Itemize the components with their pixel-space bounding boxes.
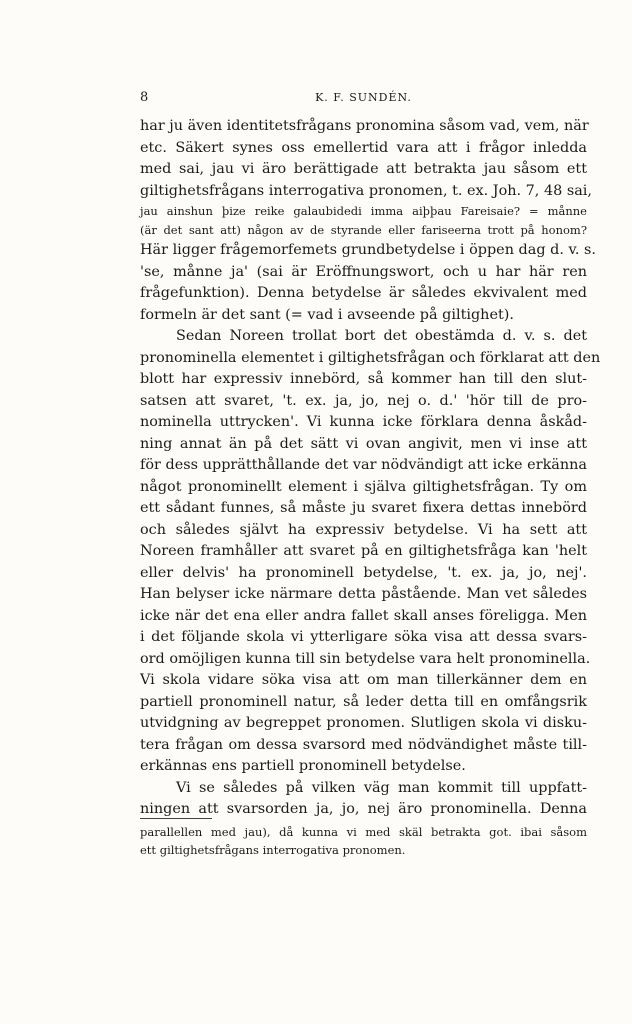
body-line: i det följande skola vi ytterligare söka visa att dessa svars- bbox=[140, 629, 587, 645]
body-line: blott har expressiv innebörd, så kommer han till den slut- bbox=[140, 371, 587, 387]
body-line: ning annat än på det sätt vi ovan angivit, men vi inse att bbox=[140, 435, 587, 452]
body-line: för dess upprätthållande det var nödvändigt att icke erkänna bbox=[140, 457, 587, 473]
body-line: Vi se således på vilken väg man kommit till uppfatt- bbox=[176, 779, 587, 796]
body-line: Här ligger frågemorfemets grundbetydelse i öppen dag d. v. s. bbox=[140, 242, 597, 258]
body-line: formeln är det sant (= vad i avseende på giltighet). bbox=[140, 306, 514, 323]
body-line: partiell pronominell natur, så leder detta till en omfångsrik bbox=[140, 693, 587, 710]
body-line: frågefunktion). Denna betydelse är således ekvivalent med bbox=[140, 285, 587, 301]
body-line: jau ainshun þize reike galaubidedi imma aiþþau Fareisaie? = månne bbox=[140, 204, 587, 218]
body-line: utvidgning av begreppet pronomen. Slutligen skola vi disku- bbox=[140, 715, 587, 731]
page-number: 8 bbox=[140, 90, 150, 105]
body-line: icke när det ena eller andra fallet skall anses föreligga. Men bbox=[140, 607, 587, 624]
body-line: erkännas ens partiell pronominell betydelse. bbox=[140, 758, 466, 774]
body-line: nominella uttrycken'. Vi kunna icke förklara denna åskåd- bbox=[140, 414, 587, 430]
footnote-rule bbox=[140, 818, 212, 819]
body-line: med sai, jau vi äro berättigade att betrakta jau såsom ett bbox=[140, 161, 587, 177]
running-title: K. F. SUNDÉN. bbox=[315, 91, 412, 104]
body-text bbox=[140, 116, 601, 821]
body-line: (är det sant att) någon av de styrande eller fariseerna trott på honom? bbox=[140, 223, 587, 237]
body-line: pronominella elementet i giltighetsfrågan och förklarat att den bbox=[140, 349, 601, 366]
body-line: ningen att svarsorden ja, jo, nej äro pronominella. Denna bbox=[140, 801, 587, 817]
body-line: giltighetsfrågans interrogativa pronomen, t. ex. Joh. 7, 48 sai, bbox=[140, 182, 592, 199]
footnote-line: parallellen med jau), då kunna vi med skäl betrakta got. ibai såsom bbox=[140, 825, 587, 839]
body-line: tera frågan om dessa svarsord med nödvändighet måste till- bbox=[140, 736, 587, 753]
body-line: Noreen framhåller att svaret på en giltighetsfråga kan 'helt bbox=[140, 543, 587, 559]
body-line: något pronominellt element i själva giltighetsfrågan. Ty om bbox=[140, 478, 587, 495]
body-line: 'se, månne ja' (sai är Eröffnungswort, och u har här ren bbox=[140, 263, 587, 280]
body-line: Sedan Noreen trollat bort det obestämda d. v. s. det bbox=[176, 328, 587, 344]
body-line: etc. Säkert synes oss emellertid vara att i frågor inledda bbox=[140, 139, 587, 156]
body-line: eller delvis' ha pronominell betydelse, 't. ex. ja, jo, nej'. bbox=[140, 564, 587, 581]
body-line: har ju även identitetsfrågans pronomina såsom vad, vem, när bbox=[140, 118, 589, 134]
body-line: Vi skola vidare söka visa att om man tillerkänner dem en bbox=[140, 672, 587, 688]
footnote bbox=[140, 823, 587, 859]
body-line: och således självt ha expressiv betydelse. Vi ha sett att bbox=[140, 521, 587, 538]
body-line: ord omöjligen kunna till sin betydelse vara helt pronominella. bbox=[140, 650, 591, 667]
body-line: ett sådant funnes, så måste ju svaret fixera dettas innebörd bbox=[140, 500, 587, 516]
footnote-line: ett giltighetsfrågans interrogativa pronomen. bbox=[140, 843, 406, 857]
body-line: satsen att svaret, 't. ex. ja, jo, nej o. d.' 'hör till de pro- bbox=[140, 392, 587, 409]
body-line: Han belyser icke närmare detta påstående. Man vet således bbox=[140, 586, 587, 602]
